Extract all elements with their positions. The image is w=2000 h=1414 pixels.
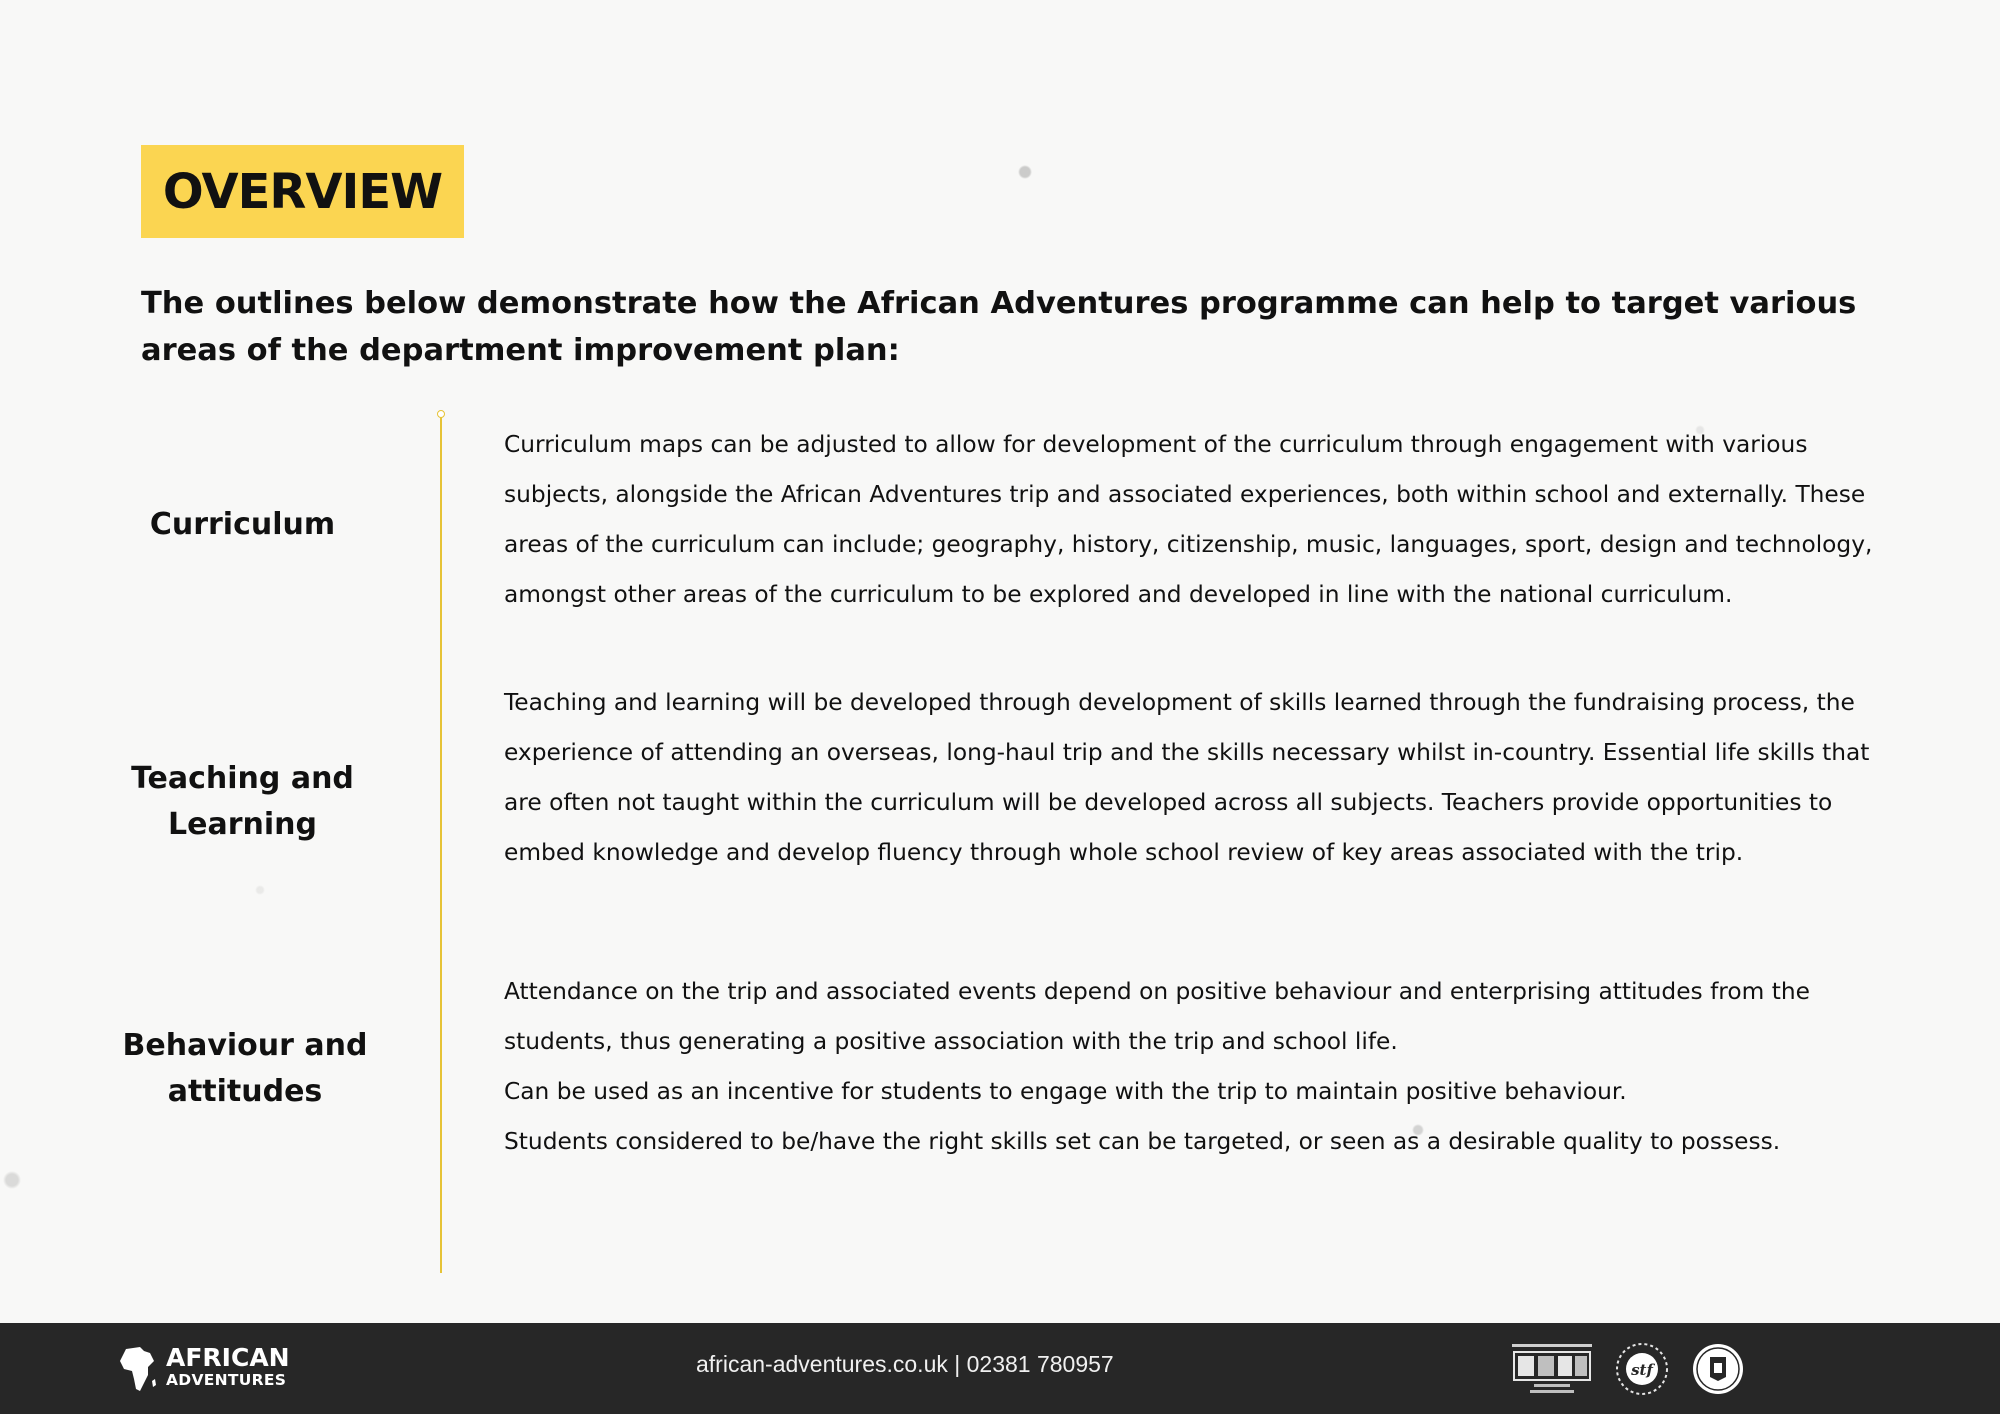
section-label-teaching-learning: Teaching and Learning (131, 761, 354, 842)
stf-badge-icon (1614, 1341, 1670, 1397)
brand-line-1: AFRICAN (166, 1343, 290, 1372)
overview-heading: OVERVIEW (162, 163, 443, 220)
lotc-quality-badge-icon (1510, 1340, 1594, 1398)
intro-text: The outlines below demonstrate how the African Adventures programme can help to target various areas of the department improvement plan: (141, 286, 1857, 368)
svg-text:stf: stf (1631, 1361, 1653, 1379)
timeline-dot (437, 410, 445, 418)
timeline-line (440, 415, 442, 1273)
footer-bar (0, 1323, 2000, 1414)
abta-protected-badge-icon (1690, 1341, 1746, 1397)
africa-map-icon (118, 1345, 158, 1393)
footer-badges (1510, 1339, 1746, 1399)
footer-contact: african-adventures.co.uk | 02381 780957 (696, 1351, 1114, 1377)
african-adventures-logo (118, 1343, 290, 1395)
section-text-behaviour-attitudes: Attendance on the trip and associated events depend on positive behaviour and enterprising attitudes from the students, thus generating a positive association with the trip and school life. Can be used as an incentive for students to engage with the trip to maintain positive behaviour. Students considered to be/have the right skills set can be targeted, or seen as a desirable quality to possess. (504, 978, 1810, 1155)
brand-line-2: ADVENTURES (166, 1371, 287, 1389)
section-text-curriculum: Curriculum maps can be adjusted to allow for development of the curriculum through engagement with various subjects, alongside the African Adventures trip and associated experiences, both within school and externally. These areas of the curriculum can include; geography, history, citizenship, music, languages, sport, design and technology, amongst other areas of the curriculum to be explored and developed in line with the national curriculum. (504, 431, 1873, 608)
section-label-behaviour-attitudes: Behaviour and attitudes (122, 1028, 368, 1109)
overview-heading-box (141, 145, 464, 238)
section-label-curriculum: Curriculum (149, 507, 336, 542)
section-text-teaching-learning: Teaching and learning will be developed through development of skills learned through the fundraising process, the experience of attending an overseas, long-haul trip and the skills necessary whilst in-country. Essential life skills that are often not taught within the curriculum will be developed across all subjects. Teachers provide opportunities to embed knowledge and develop fluency through whole school review of key areas associated with the trip. (504, 689, 1870, 866)
